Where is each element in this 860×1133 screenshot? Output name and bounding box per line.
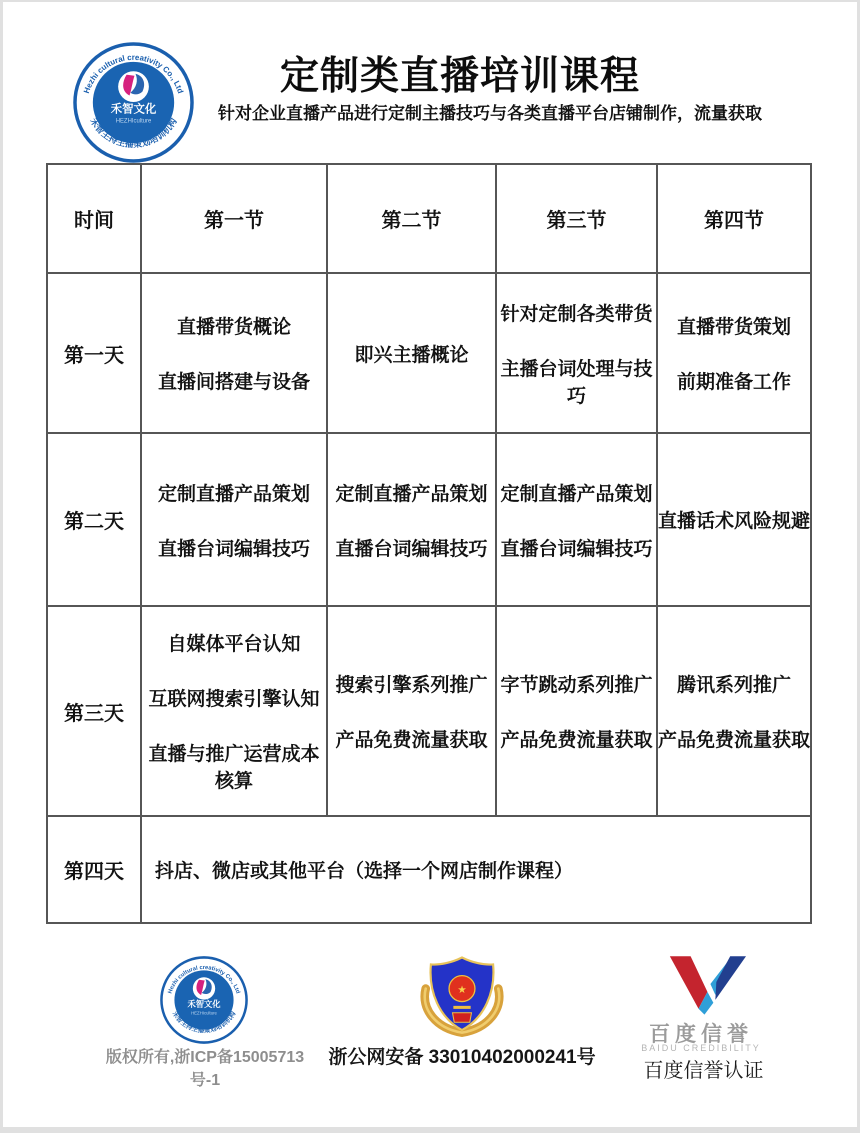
baidu-credibility-en: BAIDU CREDIBILITY — [641, 1043, 761, 1053]
course-line: 定制直播产品策划 — [500, 483, 653, 505]
hezhi-logo — [73, 42, 194, 163]
row-header-day: 第四天 — [47, 816, 141, 923]
course-line: 直播带货概论 — [176, 317, 291, 338]
baidu-v-icon — [654, 952, 748, 1016]
course-cell — [657, 433, 811, 606]
course-cell — [496, 273, 657, 433]
course-table — [46, 163, 812, 924]
course-cell — [141, 433, 327, 606]
course-line: 字节跳动系列推广 — [500, 675, 653, 696]
course-cell-span: 抖店、微店或其他平台（选择一个网店制作课程） — [141, 816, 811, 923]
row-header-day: 第二天 — [47, 433, 141, 606]
course-line: 腾讯系列推广 — [676, 675, 791, 696]
course-cell — [141, 273, 327, 433]
course-line: 搜索引擎系列推广 — [335, 675, 488, 696]
table-row — [47, 273, 811, 433]
course-cell — [327, 273, 496, 433]
baidu-credibility-cn: 百度信誉 — [649, 1023, 753, 1046]
copyright-text: 版权所有,浙ICP备15005713号-1 — [105, 1049, 305, 1089]
course-line: 直播话术风险规避 — [658, 511, 811, 532]
course-line: 产品免费流量获取 — [500, 730, 653, 751]
page-frame-bottom — [0, 1127, 860, 1133]
course-line: 主播台词处理与技巧 — [500, 358, 653, 407]
course-cell — [496, 606, 657, 816]
course-cell — [657, 273, 811, 433]
column-header: 第三节 — [496, 164, 657, 273]
course-line: 针对定制各类带货 — [500, 303, 653, 325]
course-line: 直播台词编辑技巧 — [500, 538, 653, 560]
course-cell — [496, 433, 657, 606]
course-line: 产品免费流量获取 — [335, 730, 488, 751]
course-line: 互联网搜索引擎认知 — [148, 689, 320, 710]
course-line: 直播间搭建与设备 — [157, 372, 310, 393]
column-header: 第四节 — [657, 164, 811, 273]
table-header-row — [47, 164, 811, 273]
course-cell — [657, 606, 811, 816]
course-line: 直播带货策划 — [676, 317, 791, 338]
course-line: 直播台词编辑技巧 — [335, 538, 488, 560]
page-frame-top — [0, 0, 860, 2]
page-frame-left — [0, 0, 3, 1133]
page-subtitle: 针对企业直播产品进行定制主播技巧与各类直播平台店铺制作，流量获取 — [218, 104, 762, 123]
page-title: 定制类直播培训课程 — [279, 55, 640, 98]
column-header: 第一节 — [141, 164, 327, 273]
course-line: 产品免费流量获取 — [658, 730, 811, 751]
course-cell — [327, 433, 496, 606]
column-header: 时间 — [47, 164, 141, 273]
table-row — [47, 606, 811, 816]
column-header: 第二节 — [327, 164, 496, 273]
course-line: 定制直播产品策划 — [335, 483, 488, 505]
course-line: 自媒体平台认知 — [167, 634, 301, 655]
course-line: 即兴主播概论 — [354, 344, 469, 366]
police-record-text: 浙公网安备 33010402000241号 — [328, 1047, 596, 1068]
course-line: 前期准备工作 — [676, 372, 791, 393]
course-cell — [327, 606, 496, 816]
course-table-body — [47, 164, 811, 923]
hezhi-logo-footer — [160, 956, 248, 1044]
course-line: 直播台词编辑技巧 — [157, 538, 310, 560]
table-row — [47, 433, 811, 606]
badge-star: ★ — [457, 984, 467, 996]
course-line: 定制直播产品策划 — [157, 483, 310, 505]
row-header-day: 第一天 — [47, 273, 141, 433]
baidu-cert-text: 百度信誉认证 — [643, 1060, 764, 1082]
course-line: 直播与推广运营成本核算 — [148, 744, 320, 792]
table-row — [47, 816, 811, 923]
course-cell — [141, 606, 327, 816]
police-badge-icon — [416, 948, 508, 1043]
row-header-day: 第三天 — [47, 606, 141, 816]
